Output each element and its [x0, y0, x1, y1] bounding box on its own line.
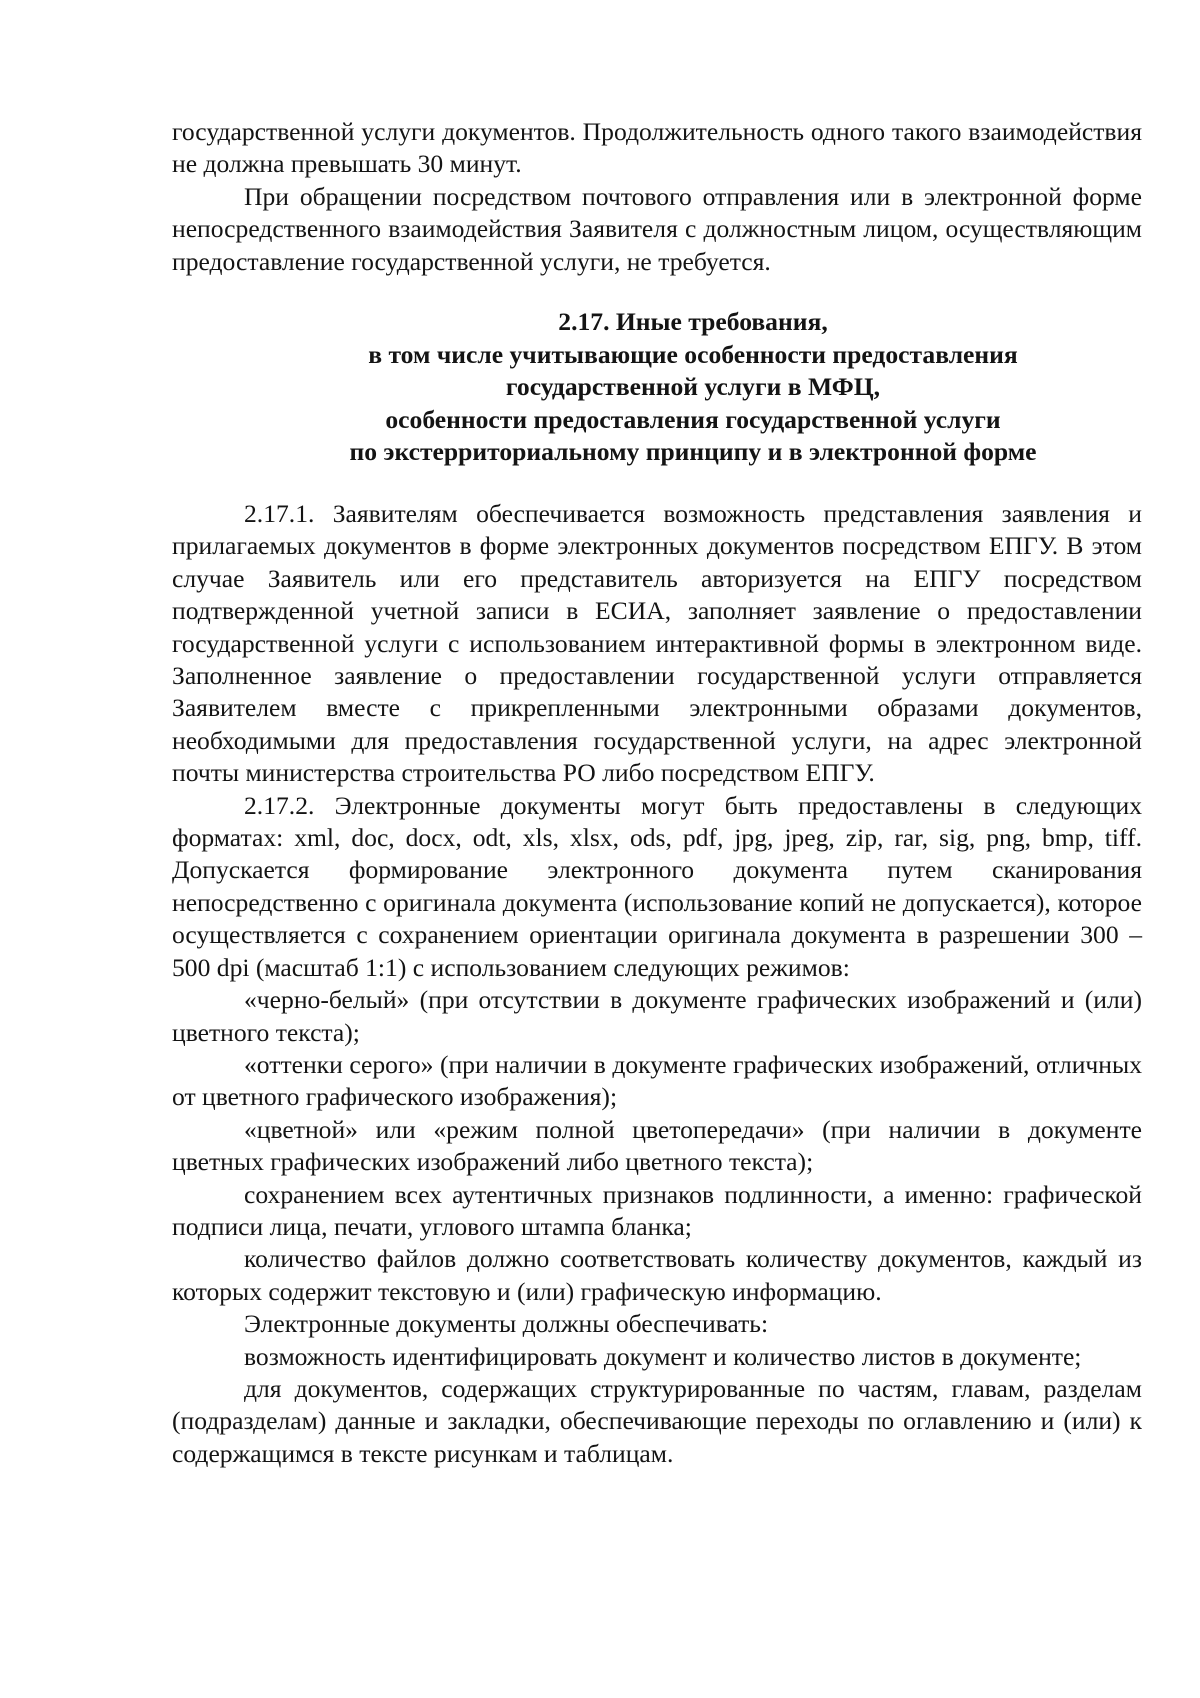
paragraph-mode-grayscale: «оттенки серого» (при наличии в документе графических изображений, отличных от цветного графического изображения);	[172, 1049, 1142, 1112]
heading-line: 2.17. Иные требования,	[558, 307, 828, 337]
paragraph-identify-document: возможность идентифицировать документ и количество листов в документе;	[244, 1341, 1082, 1371]
paragraph-2-17-2: 2.17.2. Электронные документы могут быть предоставлены в следующих форматах: xml, doc, docx, odt, xls, xlsx, ods, pdf, jpg, jpeg, zip, rar, sig, png, bmp, tiff. Допускается формирование электронного документа путем сканирования непосредственно с оригинала документа (использование копий не допускается), которое осуществляется с сохранением ориентации оригинала документа в разрешении 300 – 500 dpi (масштаб 1:1) с использованием следующих режимов:	[172, 790, 1142, 982]
paragraph-postal-submission: При обращении посредством почтового отправления или в электронной форме непосредственного взаимодействия Заявителя с должностным лицом, осуществляющим предоставление государственной услуги, не требуется.	[172, 181, 1142, 276]
heading-line: по экстерриториальному принципу и в электронной форме	[349, 437, 1037, 467]
paragraph-file-count: количество файлов должно соответствовать количеству документов, каждый из которых содержит текстовую и (или) графическую информацию.	[172, 1244, 1142, 1306]
heading-line: особенности предоставления государственной услуги	[385, 404, 1001, 434]
paragraph-2-17-1: 2.17.1. Заявителям обеспечивается возможность представления заявления и прилагаемых документов в форме электронных документов посредством ЕПГУ. В этом случае Заявитель или его представитель авторизуется на ЕПГУ посредством подтвержденной учетной записи в ЕСИА, заполняет заявление о предоставлении государственной услуги с использованием интерактивной формы в электронном виде. Заполненное заявление о предоставлении государственной услуги отправляется Заявителем вместе с прикрепленными электронными образами документов, необходимыми для предоставления государственной услуги, на адрес электронной почты министерства строительства РО либо посредством ЕПГУ.	[172, 499, 1142, 788]
paragraph-requirements-intro: Электронные документы должны обеспечивать:	[244, 1309, 769, 1339]
heading-line: в том числе учитывающие особенности предоставления	[368, 339, 1018, 369]
paragraph-intro-continuation: государственной услуги документов. Продолжительность одного такого взаимодействия не должна превышать 30 минут.	[172, 117, 1142, 179]
document-body	[172, 116, 1142, 1470]
paragraph-mode-color: «цветной» или «режим полной цветопередачи» (при наличии в документе цветных графических изображений либо цветного текста);	[172, 1114, 1142, 1177]
heading-line: государственной услуги в МФЦ,	[505, 372, 881, 402]
paragraph-authenticity: сохранением всех аутентичных признаков подлинности, а именно: графической подписи лица, печати, углового штампа бланка;	[172, 1179, 1142, 1241]
section-heading-2-17	[172, 306, 1142, 469]
heading-spacing	[172, 469, 1142, 498]
paragraph-structured-documents: для документов, содержащих структурированные по частям, главам, разделам (подразделам) данные и закладки, обеспечивающие переходы по оглавлению и (или) к содержащимся в тексте рисункам и таблицам.	[172, 1373, 1142, 1468]
paragraph-mode-bw: «черно-белый» (при отсутствии в документе графических изображений и (или) цветного текста);	[172, 985, 1142, 1047]
